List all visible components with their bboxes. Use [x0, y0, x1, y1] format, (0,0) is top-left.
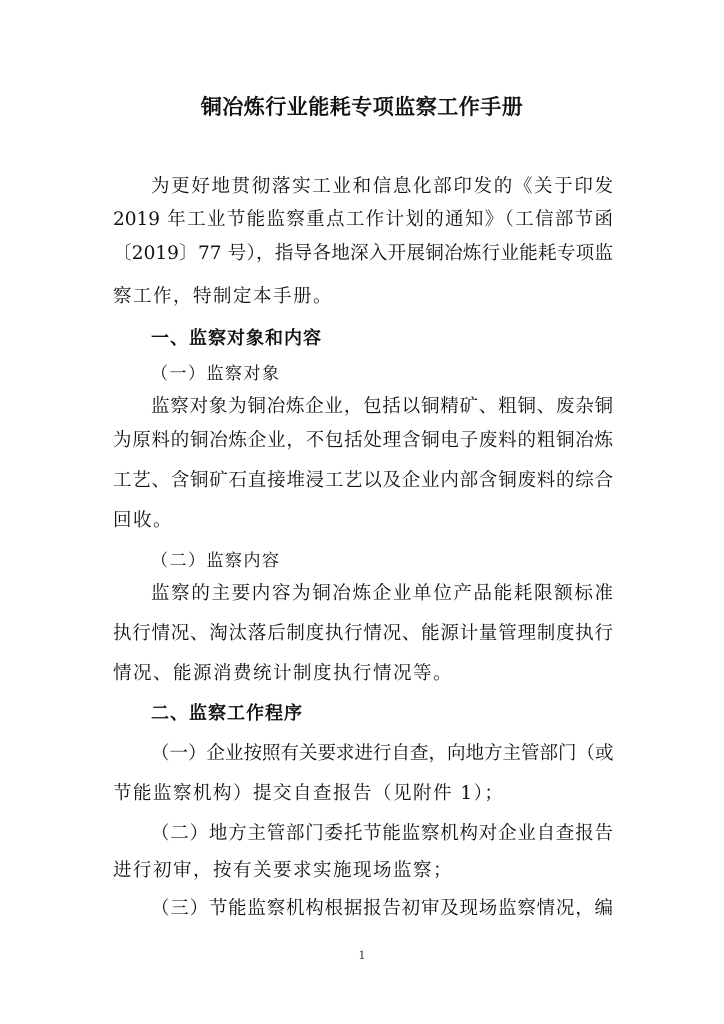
procedure-line: （一）企业按照有关要求进行自查，向地方主管部门（或	[151, 743, 614, 764]
paragraph-line: 为原料的铜冶炼企业，不包括处理含铜电子废料的粗铜冶炼	[113, 430, 613, 451]
subsection-heading: （二）监察内容	[151, 551, 281, 571]
intro-line: 察工作，特制定本手册。	[113, 286, 334, 307]
procedure-line: （二）地方主管部门委托节能监察机构对企业自查报告	[151, 823, 613, 844]
intro-line: 〔2019〕77 号），指导各地深入开展铜冶炼行业能耗专项监	[113, 243, 613, 264]
procedure-line: 进行初审，按有关要求实施现场监察；	[113, 860, 454, 881]
paragraph-line: 执行情况、淘汰落后制度执行情况、能源计量管理制度执行	[113, 623, 613, 644]
paragraph-line: 监察对象为铜冶炼企业，包括以铜精矿、粗铜、废杂铜	[151, 396, 613, 417]
section-heading: 二、监察工作程序	[151, 703, 303, 724]
intro-line: 为更好地贯彻落实工业和信息化部印发的《关于印发	[151, 176, 613, 197]
document-title: 铜冶炼行业能耗专项监察工作手册	[200, 95, 524, 119]
procedure-line: 节能监察机构）提交自查报告（见附件 1）；	[113, 783, 505, 804]
paragraph-line: 监察的主要内容为铜冶炼企业单位产品能耗限额标准	[151, 583, 613, 604]
intro-line: 2019 年工业节能监察重点工作计划的通知》（工信部节函	[113, 209, 613, 230]
procedure-line: （三）节能监察机构根据报告初审及现场监察情况，编	[151, 898, 613, 919]
section-heading: 一、监察对象和内容	[151, 328, 322, 349]
subsection-heading: （一）监察对象	[151, 364, 281, 384]
page-number: 1	[358, 949, 366, 962]
paragraph-line: 回收。	[113, 510, 174, 531]
paragraph-line: 工艺、含铜矿石直接堆浸工艺以及企业内部含铜废料的综合	[113, 470, 613, 491]
paragraph-line: 情况、能源消费统计制度执行情况等。	[113, 663, 454, 684]
